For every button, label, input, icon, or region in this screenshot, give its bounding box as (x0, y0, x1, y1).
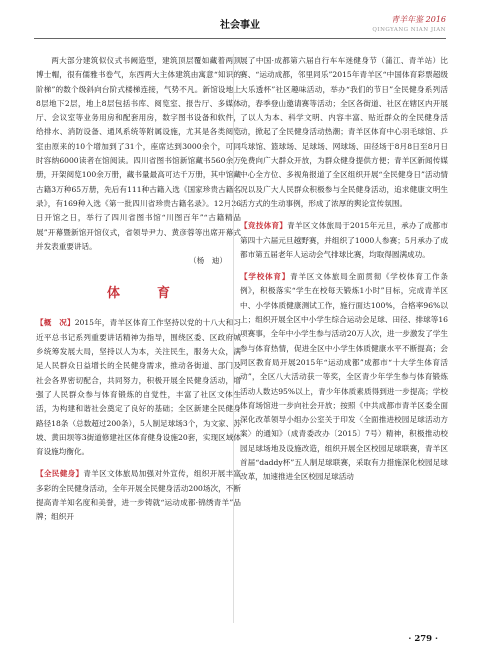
school-tag: 【学校体育】 (240, 272, 291, 282)
race-tag: 【竞技体育】 (240, 221, 288, 231)
yearbook-label: 青羊年鉴 2016 (391, 15, 446, 24)
fitness-text: 青羊区文体旅局加强对外宣传，组织开展丰富多彩的全民健身活动，全年开展全民健身活动200场次，不断提高青羊知名度和美誉，进一步铸就“运动成都·锦绣青羊”品牌；组织开 (36, 469, 241, 522)
school-text: 青羊区文体旅局全面贯彻《学校体育工作条例》，积极落实“学生在校每天锻炼1小时”目标，完成青羊区中、小学体质健康测试工作，施行面达100%，合格率96%以上；组织开展全区中小学生综合运动会足球、田径、排球等16项赛事，全年中小学生参与活动20万人次，进一步激发了学生参与体育热情，促进全区中小学生体质健康水平不断提高；会同区教育局开展2015年“运动成都”成都市“十大学生体育活动”，全区八大活动获一等奖，全区青少年学生参与体育锻炼活动人数达95%以上，青少年体质素质得到进一步提高；学校体育场馆进一步向社会开放；按照《中共成都市青羊区委全面深化改革领导小组办公室关于印发〈全面推进校园足球活动方案〉的通知》（成青委改办〔2015〕7号）精神，积极推动校园足球场地及设施改造，组织开展全区校园足球联赛，青羊区首届“daddy杯”五人制足球联赛，采取有力措施深化校园足球改革，加速推进全区校园足球活动 (240, 272, 448, 482)
column-divider (233, 54, 234, 623)
overview-text: 2015年，青羊区体育工作坚持以党的十八大和习近平总书记系列重要讲话精神为指导，围绕区委、区政府城乡统筹发展大局，坚持以人为本，关注民生，服务大众，满足人民群众日益增长的全民健身需求，推动各街道、部门及社会各界密切配合，共同努力，积极开展全民健身活动，增强了人民群众参与体育锻炼的自觉性，丰富了社区文体生活，为构建和谐社会奠定了良好的基础；全区新建全民健身路径18条（总数超过200条），5人制足球场3个，为文家、苏坡、黄田坝等3街道修建社区体育健身设施20套，实现区域体育设施均衡化。 (36, 318, 241, 457)
left-column (36, 54, 241, 623)
library-author: （杨 迪） (189, 256, 227, 266)
overview-tag: 【概 况】 (36, 318, 75, 328)
page-number: · 279 · (408, 634, 438, 644)
overview-paragraph (36, 316, 241, 459)
race-text: 青羊区文体旅局于2015年元旦，承办了成都市第四十六届元旦越野赛，并组织了1000人参赛；5月承办了成都市第五届老年人运动会气排球比赛，均取得圆满成功。 (240, 221, 448, 259)
sports-section-title: 体 育 (106, 286, 182, 302)
fitness-paragraph (36, 467, 241, 524)
fitness-continued: 展了中国·成都第六届自行车车迷健身节（蒲江、青羊站）比赛、“运动成都，邻里同乐”2015年青羊区“中国体育彩票超级大乐透杯”社区趣味活动，举办“我们的节日”全民健身系列活动，春季登山邀请赛等活动；全区各街道、社区在辖区内开展了以人为本、科学文明、内容丰富、贴近群众的全民健身活动，掀起了全民健身活动热潮；青羊区体育中心羽毛球馆、乒乓球馆、篮球场、足球场、网球场、田径场于8月8日至8月日免费向广大群众开放，为群众健身提供方便；青羊区新闻传媒中心全方位、多视角报道了全区组织开展“全民健身日”活动情况以及广大人民群众积极参与全民健身活动，追求健康文明生活方式的生动事例，形成了浓厚的舆论宣传氛围。 (240, 56, 448, 208)
running-title: 社会事业 (220, 20, 260, 31)
library-paragraph (36, 54, 241, 268)
school-paragraph (240, 270, 448, 484)
fitness-tag: 【全民健身】 (36, 469, 84, 479)
header-rule (34, 38, 446, 39)
library-text: 两大部分建筑似仪式书阙造型，建筑顶层覆如藏着两顶博士帽，很有儒雅书卷气，东西两大主体建筑由寓意“知识的阶梯”的数个级斜向台阶式楼梯连接，气势不凡。新馆设地上8层地下2层，地上8层包括书库、阅览室、报告厅、多媒体厅、会议室等业务用房和配套用房，数字图书设备和软件，给排水、消防设备、通风系统等附属设施，尤其是各类阅览室由原来的10个增加到了31个，座席达到3000余个，可同时容纳6000读者在馆阅读。四川省图书馆新馆藏书560余万册，开架阅览100余万册，藏书量最高可达千万册，其中馆藏古籍3万种65万册，先后有111种古籍入选《国家珍贵古籍名录》，有169种入选《第一批四川省珍贵古籍名录》。12月26日开馆之日，举行了四川省图书馆“川图百年”“古籍精品展”开幕暨新馆开馆仪式，省领导尹力、黄彦蓉等出席开幕式并发表重要讲话。 (36, 56, 241, 251)
yearbook-pinyin: QINGYANG NIAN JIAN (372, 27, 446, 33)
race-paragraph (240, 219, 448, 262)
right-column (240, 54, 448, 623)
page-header (0, 0, 480, 52)
